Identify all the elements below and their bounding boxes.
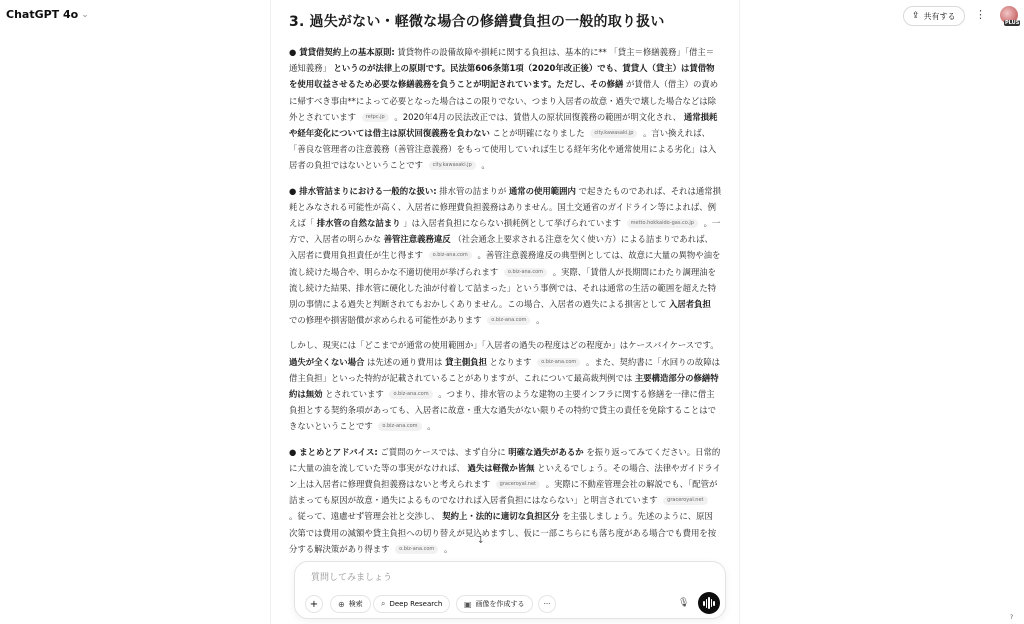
citation-chip[interactable]: o.biz-ana.com bbox=[378, 422, 421, 431]
bold-text: 過失は軽微か皆無 bbox=[467, 462, 535, 473]
text: （社会通念上要求される注意を欠く使い方）による詰まりであれば、入居者に費用負担責任が生じ得ます bbox=[289, 234, 713, 261]
bold-text: 通常損耗や経年変化については借主は原状回復義務を負わない bbox=[289, 111, 718, 139]
citation-chip[interactable]: o.biz-ana.com bbox=[389, 390, 432, 399]
text: 。実際に不動産管理会社の解説でも、「配管が詰まっても原因が故意・過失によるものでなければ入居者負担にはならない」と明言されています bbox=[289, 479, 718, 506]
bold-text: 過失が全くない場合 bbox=[289, 356, 365, 367]
text: は先述の通り費用は bbox=[367, 356, 443, 367]
paragraph-drain-clog bbox=[289, 183, 721, 329]
bold-text: 主要構造部分の修繕特約は無効 bbox=[289, 372, 719, 400]
bold-text: 明確な過失があるか bbox=[508, 446, 584, 457]
telescope-icon: ⌕ bbox=[381, 599, 386, 608]
chevron-down-icon: ⌄ bbox=[81, 9, 89, 20]
citation-chip[interactable]: metto.hokkaido-gas.co.jp bbox=[627, 219, 698, 228]
text: が賃借人（借主）の責めに帰すべき事由**によって必要となった場合はこの限りでない、つまり入居者の故意・過失で壊した場合などは除外とされています bbox=[289, 79, 719, 122]
model-switcher[interactable] bbox=[6, 8, 89, 21]
conversation-column bbox=[270, 0, 740, 624]
help-button[interactable]: ? bbox=[1010, 614, 1014, 621]
bold-text: ● まとめとアドバイス: bbox=[289, 446, 378, 457]
citation-chip[interactable]: graceroyal.net bbox=[663, 496, 707, 505]
globe-icon: ⊕ bbox=[338, 599, 345, 609]
text: ことが明確になりました bbox=[492, 128, 585, 139]
text: ご質問のケースでは、まず自分に bbox=[380, 446, 506, 457]
bold-text: 通常の使用範囲内 bbox=[508, 185, 576, 196]
text: といえるでしょう。その場合、法律やガイドライン上は入居者に修理費負担義務はないと考えられます bbox=[289, 462, 721, 490]
plus-badge: PLUS bbox=[1005, 20, 1020, 26]
waveform-icon bbox=[706, 599, 708, 608]
deep-research-label: Deep Research bbox=[389, 600, 443, 608]
text: 。 bbox=[536, 315, 545, 326]
microphone-icon[interactable]: 🎙 bbox=[678, 598, 690, 608]
paragraph-basic-principle bbox=[289, 44, 721, 174]
bold-text: というのが法律上の原則です。民法第606条第1項（2020年改正後）でも、賃貸人（貸主）は賃借物を使用収益させるため必要な修繕義務を負うことが明記されています。ただし、その修繕 bbox=[289, 63, 715, 90]
text: となります bbox=[489, 356, 532, 367]
citation-chip[interactable]: o.biz-ana.com bbox=[429, 251, 472, 260]
text: 。従って、遠慮せず管理会社と交渉し、 bbox=[289, 511, 440, 522]
text: 」は入居者負担にならない損耗例として挙げられています bbox=[403, 218, 621, 229]
search-label: 検索 bbox=[348, 600, 363, 608]
bold-text: 善管注意義務違反 bbox=[383, 234, 451, 245]
text: しかし、現実には「どこまでが通常の使用範囲か」「入居者の過失の程度はどの程度か」はケースバイケースです。 bbox=[289, 340, 719, 351]
bold-text: 貸主側負担 bbox=[445, 356, 487, 367]
section-heading: 3. 過失がない・軽微な場合の修繕費負担の一般的取り扱い bbox=[289, 14, 665, 30]
attach-button[interactable]: + bbox=[305, 595, 323, 613]
image-icon: ▣ bbox=[464, 599, 472, 609]
citation-chip[interactable]: city.kawasaki.jp bbox=[429, 161, 476, 170]
bold-text: ● 賃貸借契約上の基本原則: bbox=[289, 47, 395, 57]
text: 。善管注意義務違反の典型例としては、故意に大量の異物や油を流し続けた場合や、明らかな不適切使用が挙げられます bbox=[289, 250, 721, 277]
citation-chip[interactable]: retpc.jp bbox=[362, 113, 389, 122]
citation-chip[interactable]: city.kawasaki.jp bbox=[590, 129, 637, 138]
text: とされています bbox=[325, 389, 384, 400]
share-icon: ⇪ bbox=[912, 11, 920, 21]
scroll-down-icon[interactable]: ↓ bbox=[477, 536, 485, 546]
text: での修理や損害賠償が求められる可能性があります bbox=[289, 315, 482, 326]
text: を振り返ってみてください。日常的に大量の油を流していた等の事実がなければ、 bbox=[289, 446, 721, 473]
text: 。2020年4月の民法改正では、賃借人の原状回復義務の範囲が明文化され、 bbox=[394, 111, 682, 122]
text: 排水管の詰まりが bbox=[439, 185, 507, 196]
citation-chip[interactable]: graceroyal.net bbox=[496, 480, 540, 489]
text: 。 bbox=[427, 421, 436, 432]
create-image-button[interactable] bbox=[456, 595, 533, 613]
citation-chip[interactable]: o.biz-ana.com bbox=[487, 316, 530, 325]
text: で起きたものであれば、それは通常損耗とみなされる可能性が高く、入居者に修理費負担義務はありません。国土交通省のガイドライン等によれば、例えば「 bbox=[289, 185, 721, 229]
share-button[interactable] bbox=[903, 6, 965, 26]
text: 賃貸物件の設備故障や損耗に関する負担は、基本的に** 「貸主＝修繕義務」「借主＝通知義務」 bbox=[289, 47, 715, 74]
bold-text: ● 排水管詰まりにおける一般的な扱い: bbox=[289, 185, 437, 196]
paragraph-case-by-case bbox=[289, 337, 721, 434]
search-button[interactable] bbox=[330, 595, 371, 613]
text: 。 bbox=[443, 543, 453, 554]
bold-text: 契約上・法的に適切な負担区分 bbox=[442, 511, 560, 522]
message-composer bbox=[294, 561, 726, 619]
citation-chip[interactable]: o.biz-ana.com bbox=[537, 358, 580, 367]
assistant-message bbox=[289, 12, 721, 566]
more-tools-button[interactable]: ··· bbox=[538, 595, 556, 613]
paragraph-summary bbox=[289, 444, 721, 557]
share-label: 共有する bbox=[923, 11, 956, 21]
text: を主張しましょう。先述のように、原因次第では費用の減額や貸主負担への切り替えが見込めますし、仮に一部こちらにも落ち度がある場合でも費用を按分する解決策があり得ます bbox=[289, 511, 717, 554]
text: 。また、契約書に「水回りの故障は借主負担」といった特約が記載されていることがありますが、これについて最高裁判例では bbox=[289, 356, 720, 383]
bold-text: 排水管の自然な詰まり bbox=[316, 218, 401, 229]
create-image-label: 画像を作成する bbox=[475, 600, 525, 608]
prompt-input[interactable]: 質問してみましょう bbox=[311, 573, 393, 583]
text: 。言い換えれば、「善良な管理者の注意義務（善管注意義務）をもって使用していれば生じる経年劣化や通常使用による劣化」は入居者の負担ではないということです bbox=[289, 128, 717, 171]
voice-mode-button[interactable] bbox=[698, 592, 720, 614]
waveform-icon bbox=[713, 601, 715, 606]
deep-research-button[interactable] bbox=[373, 595, 450, 613]
text: 。 bbox=[481, 160, 490, 171]
waveform-icon bbox=[711, 599, 713, 607]
text: 。実際、「賃借人が長期間にわたり調理油を流し続けた結果、排水管に硬化した油が付着して詰まった」という事例では、それは通常の生活の範囲を超えた特別の事情による過失と判断されてもおかしくありません。この場合、入居者の過失による損害として bbox=[289, 266, 717, 310]
waveform-icon bbox=[708, 597, 710, 609]
more-vertical-icon[interactable]: ⋮ bbox=[975, 8, 986, 21]
text: 。つまり、排水管のような建物の主要インフラに関する修繕を一律に借主負担とする契約条項があっても、入居者に故意・重大な過失がない限りその特約で貸主の責任を免除することはできないということです bbox=[289, 389, 717, 432]
model-name: ChatGPT 4o bbox=[6, 8, 79, 21]
waveform-icon bbox=[703, 601, 705, 606]
bold-text: 入居者負担 bbox=[669, 299, 711, 310]
text: 。一方で、入居者の明らかな bbox=[289, 218, 721, 245]
citation-chip[interactable]: o.biz-ana.com bbox=[395, 545, 438, 554]
citation-chip[interactable]: o.biz-ana.com bbox=[504, 268, 547, 277]
